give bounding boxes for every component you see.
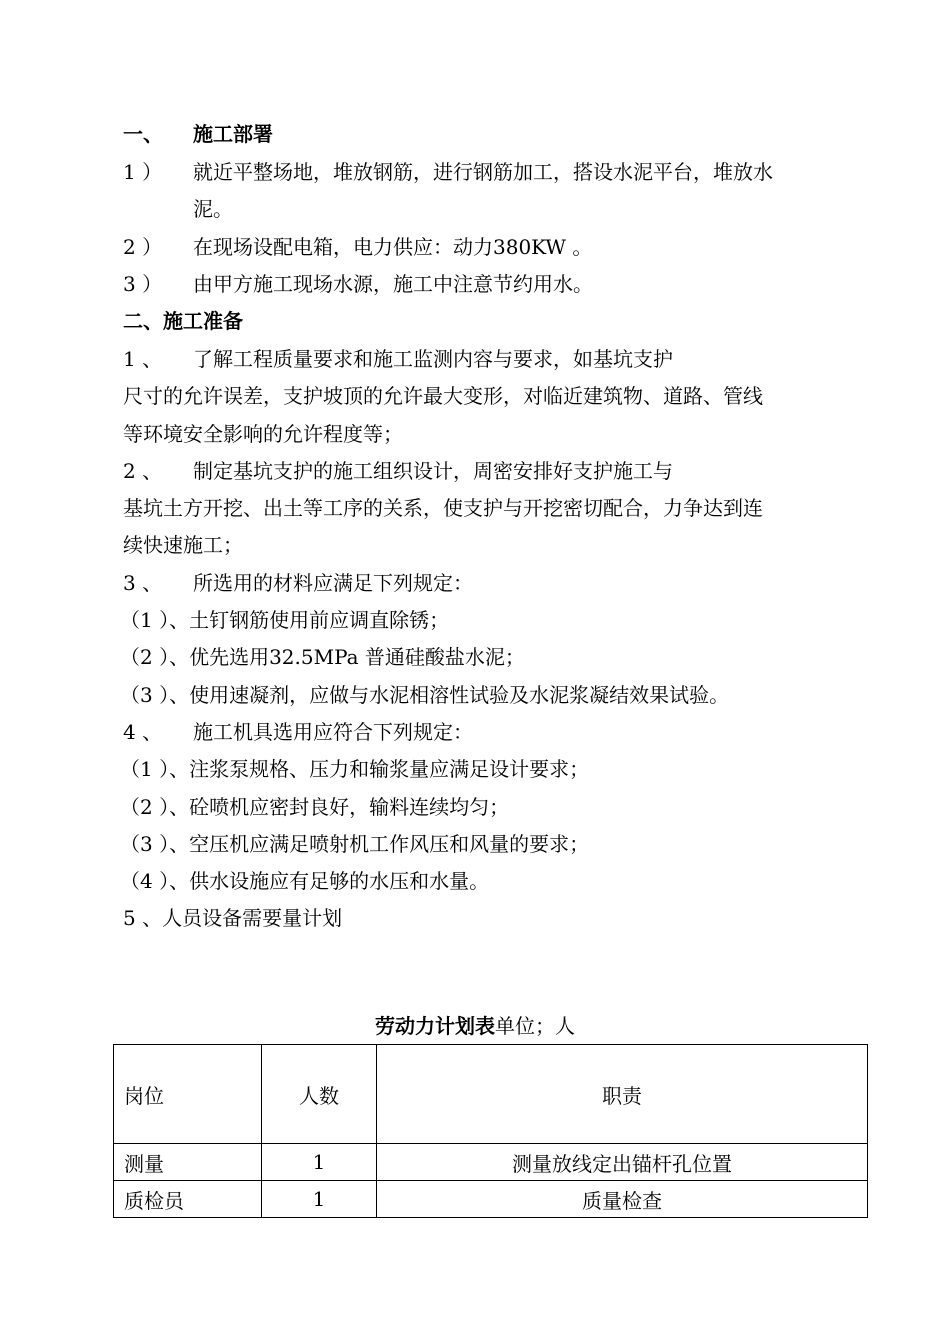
section1-item-3-text: 由甲方施工现场水源，施工中注意节约用水。 <box>193 272 593 296</box>
section2-item-1-continuation-1: 尺寸的允许误差，支护坡顶的允许最大变形，对临近建筑物、道路、管线 <box>123 384 763 408</box>
header-duty: 职责 <box>377 1045 868 1144</box>
section2-item-4-number: 4 、 <box>123 720 163 744</box>
section2-item-4-sub-3: （3 ）、空压机应满足喷射机工作风压和风量的要求； <box>120 832 590 856</box>
section2-item-3-sub-1: （1 ）、土钉钢筋使用前应调直除锈； <box>120 608 450 632</box>
section2-item-4-sub-1: （1 ）、注浆泵规格、压力和输浆量应满足设计要求； <box>120 757 590 781</box>
section2-item-4-text: 施工机具选用应符合下列规定： <box>193 720 473 744</box>
section1-item-2-text: 在现场设配电箱，电力供应：动力380KW 。 <box>193 235 593 259</box>
cell-duty: 质量检查 <box>377 1181 868 1218</box>
table-caption <box>0 1012 950 1040</box>
section2-item-3-text: 所选用的材料应满足下列规定： <box>193 571 473 595</box>
section2-item-5: 5 、人员设备需要量计划 <box>123 906 343 930</box>
table-row <box>114 1181 868 1218</box>
cell-count: 1 <box>262 1144 377 1181</box>
section2-item-2-continuation-2: 续快速施工； <box>123 533 243 557</box>
table-caption-unit: 单位；人 <box>495 1014 575 1038</box>
section2-item-4-sub-2: （2 ）、砼喷机应密封良好，输料连续均匀； <box>120 795 510 819</box>
section1-heading-title: 施工部署 <box>193 122 273 146</box>
section2-item-3-number: 3 、 <box>123 571 163 595</box>
section2-heading: 二、施工准备 <box>123 309 243 333</box>
section1-item-1-number: 1 ） <box>123 160 163 184</box>
cell-position: 测量 <box>114 1144 262 1181</box>
cell-count: 1 <box>262 1181 377 1218</box>
table-header-row <box>114 1045 868 1144</box>
cell-position: 质检员 <box>114 1181 262 1218</box>
section2-item-4-sub-4: （4 ）、供水设施应有足够的水压和水量。 <box>120 869 490 893</box>
section1-item-3-number: 3 ） <box>123 272 163 296</box>
section1-item-1-text: 就近平整场地，堆放钢筋，进行钢筋加工，搭设水泥平台，堆放水 <box>193 160 773 184</box>
table-caption-title: 劳动力计划表 <box>375 1014 495 1038</box>
section2-item-2-number: 2 、 <box>123 459 163 483</box>
section1-item-2-number: 2 ） <box>123 235 163 259</box>
section1-heading-number: 一、 <box>123 122 163 146</box>
header-count: 人数 <box>262 1045 377 1144</box>
table-row <box>114 1144 868 1181</box>
labor-plan-table <box>113 1044 868 1218</box>
section2-item-1-number: 1 、 <box>123 347 163 371</box>
section2-item-1-continuation-2: 等环境安全影响的允许程度等； <box>123 422 403 446</box>
section1-heading <box>123 120 163 148</box>
header-position: 岗位 <box>114 1045 262 1144</box>
cell-duty: 测量放线定出锚杆孔位置 <box>377 1144 868 1181</box>
section2-item-3-sub-3: （3 ）、使用速凝剂，应做与水泥相溶性试验及水泥浆凝结效果试验。 <box>120 683 730 707</box>
section2-item-2-text: 制定基坑支护的施工组织设计，周密安排好支护施工与 <box>193 459 673 483</box>
section2-item-3-sub-2: （2 ）、优先选用32.5MPa 普通硅酸盐水泥； <box>120 645 525 669</box>
section2-item-2-continuation-1: 基坑土方开挖、出土等工序的关系，使支护与开挖密切配合，力争达到连 <box>123 496 763 520</box>
section1-item-1-continuation: 泥。 <box>193 197 233 221</box>
section2-item-1-text: 了解工程质量要求和施工监测内容与要求，如基坑支护 <box>193 347 673 371</box>
